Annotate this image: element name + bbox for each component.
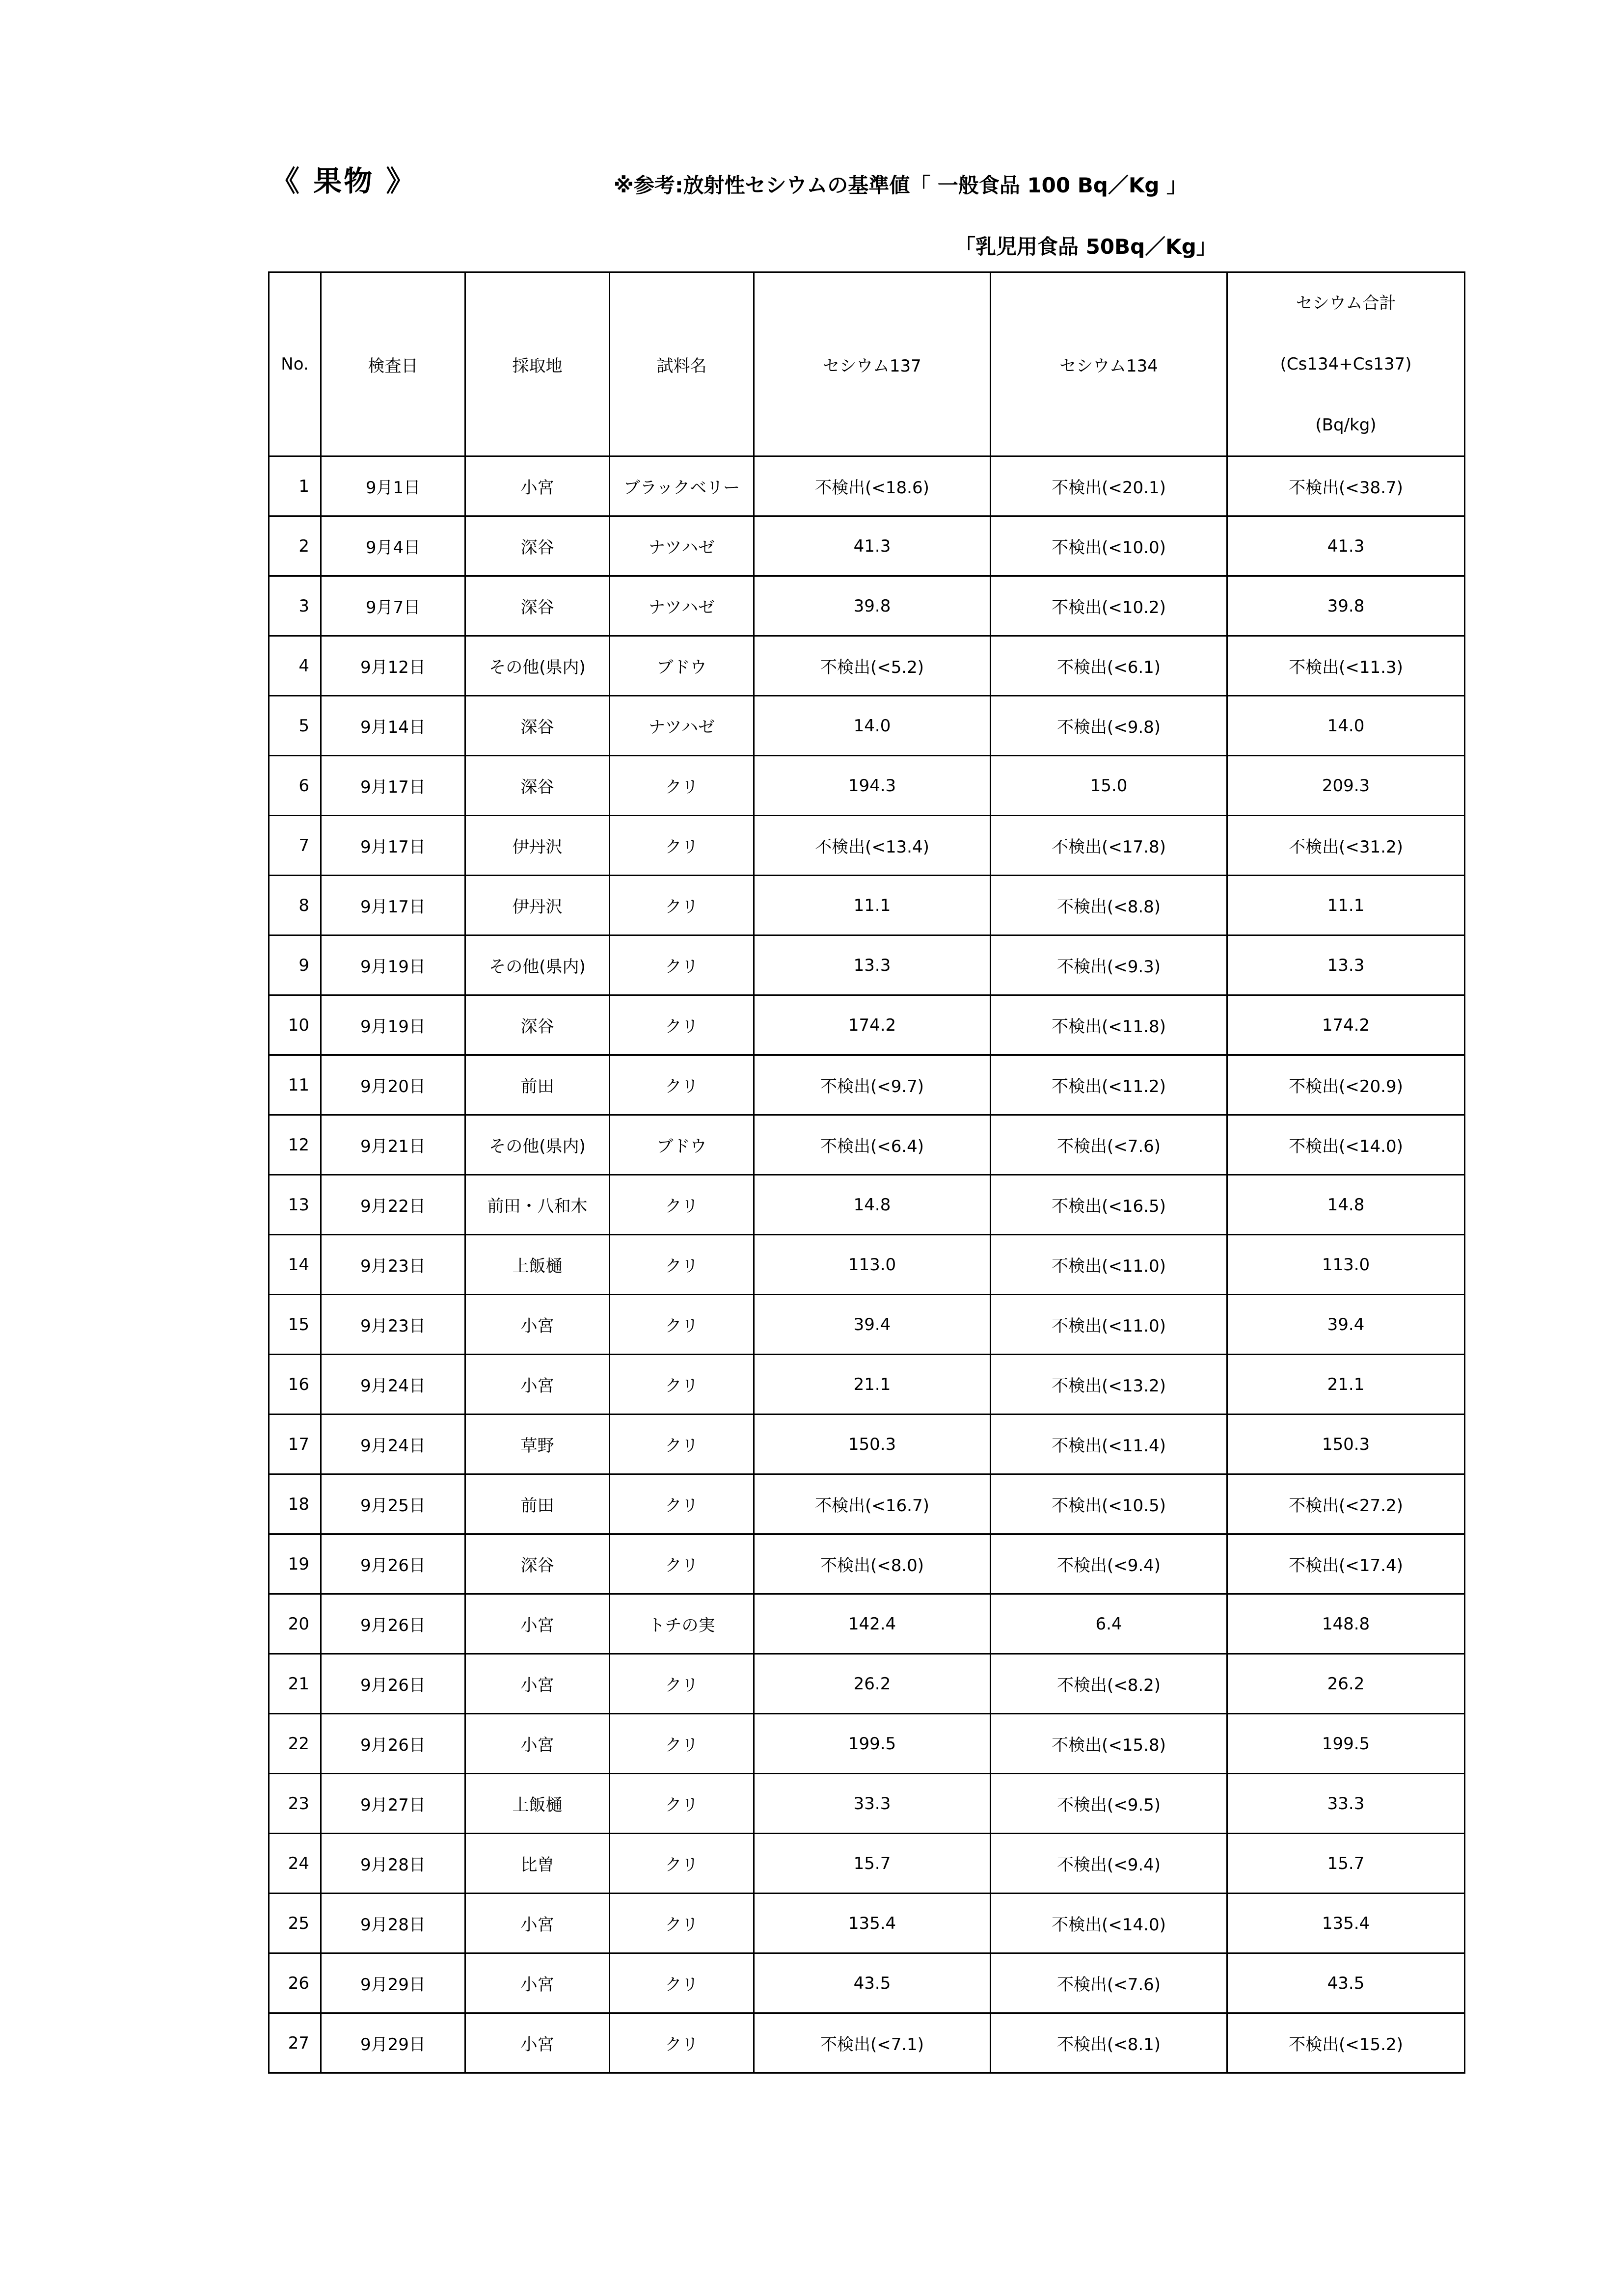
- cell-cs137: 不検出(<5.2): [754, 636, 991, 696]
- table-row: [269, 1953, 1465, 2013]
- table-row: [269, 935, 1465, 995]
- cell-total: 不検出(<27.2): [1227, 1474, 1465, 1534]
- cell-cs134: 不検出(<13.2): [991, 1355, 1227, 1415]
- cell-total: 不検出(<15.2): [1227, 2013, 1465, 2073]
- cell-date: 9月28日: [321, 1894, 465, 1953]
- cell-location: 前田・八和木: [465, 1175, 610, 1235]
- cell-total: 不検出(<20.9): [1227, 1055, 1465, 1115]
- cell-no: 17: [269, 1415, 321, 1474]
- column-header-total-unit: (Bq/kg): [1315, 415, 1377, 435]
- cell-sample: ブドウ: [610, 636, 754, 696]
- cell-cs134: 不検出(<8.2): [991, 1654, 1227, 1714]
- cell-cs137: 15.7: [754, 1834, 991, 1894]
- cell-cs137: 21.1: [754, 1355, 991, 1415]
- cell-sample: クリ: [610, 1654, 754, 1714]
- cell-cs137: 不検出(<9.7): [754, 1055, 991, 1115]
- table-row: [269, 1055, 1465, 1115]
- cell-sample: クリ: [610, 1474, 754, 1534]
- cell-date: 9月23日: [321, 1295, 465, 1355]
- cell-no: 24: [269, 1834, 321, 1894]
- cell-location: 小宮: [465, 2013, 610, 2073]
- cell-cs134: 不検出(<9.4): [991, 1834, 1227, 1894]
- cell-location: 深谷: [465, 696, 610, 756]
- cell-date: 9月26日: [321, 1594, 465, 1654]
- column-header-total-label: セシウム合計: [1296, 294, 1396, 313]
- column-header-cs134: セシウム134: [991, 272, 1227, 456]
- cell-total: 150.3: [1227, 1415, 1465, 1474]
- cell-cs137: 不検出(<13.4): [754, 816, 991, 876]
- cell-sample: クリ: [610, 816, 754, 876]
- cell-cs137: 26.2: [754, 1654, 991, 1714]
- cell-cs137: 不検出(<7.1): [754, 2013, 991, 2073]
- cell-no: 4: [269, 636, 321, 696]
- cell-no: 16: [269, 1355, 321, 1415]
- reference-standard-general: ※参考:放射性セシウムの基準値「 一般食品 100 Bq／Kg 」: [614, 173, 1188, 197]
- cell-location: その他(県内): [465, 935, 610, 995]
- cell-date: 9月20日: [321, 1055, 465, 1115]
- cell-date: 9月19日: [321, 935, 465, 995]
- reference-standard-infant: 「乳児用食品 50Bq／Kg」: [955, 235, 1217, 259]
- cell-total: 不検出(<11.3): [1227, 636, 1465, 696]
- cell-sample: クリ: [610, 1774, 754, 1834]
- cell-location: 小宮: [465, 1714, 610, 1774]
- cell-no: 7: [269, 816, 321, 876]
- cell-no: 21: [269, 1654, 321, 1714]
- table-row: [269, 995, 1465, 1055]
- cell-cs137: 不検出(<6.4): [754, 1115, 991, 1175]
- cell-date: 9月28日: [321, 1834, 465, 1894]
- column-header-sample: 試料名: [610, 272, 754, 456]
- cell-sample: クリ: [610, 935, 754, 995]
- table-row: [269, 816, 1465, 876]
- cell-location: 伊丹沢: [465, 816, 610, 876]
- cell-no: 6: [269, 756, 321, 816]
- table-row: [269, 1774, 1465, 1834]
- cell-no: 27: [269, 2013, 321, 2073]
- cell-location: 深谷: [465, 995, 610, 1055]
- cell-no: 26: [269, 1953, 321, 2013]
- cell-sample: トチの実: [610, 1594, 754, 1654]
- cell-location: 小宮: [465, 1594, 610, 1654]
- cell-sample: ブドウ: [610, 1115, 754, 1175]
- cell-cs137: 33.3: [754, 1774, 991, 1834]
- cell-no: 14: [269, 1235, 321, 1295]
- cell-date: 9月29日: [321, 2013, 465, 2073]
- table-row: [269, 1894, 1465, 1953]
- cell-location: 深谷: [465, 516, 610, 576]
- cell-date: 9月25日: [321, 1474, 465, 1534]
- cell-cs137: 113.0: [754, 1235, 991, 1295]
- column-header-cs137: セシウム137: [754, 272, 991, 456]
- cell-cs134: 不検出(<7.6): [991, 1953, 1227, 2013]
- cell-date: 9月12日: [321, 636, 465, 696]
- cell-total: 148.8: [1227, 1594, 1465, 1654]
- table-row: [269, 2013, 1465, 2073]
- cell-date: 9月1日: [321, 456, 465, 516]
- cell-date: 9月17日: [321, 756, 465, 816]
- cell-total: 26.2: [1227, 1654, 1465, 1714]
- cell-total: 199.5: [1227, 1714, 1465, 1774]
- cell-total: 11.1: [1227, 876, 1465, 935]
- cell-cs137: 14.8: [754, 1175, 991, 1235]
- cell-cs134: 不検出(<10.5): [991, 1474, 1227, 1534]
- cell-total: 135.4: [1227, 1894, 1465, 1953]
- table-row: [269, 1654, 1465, 1714]
- table-row: [269, 1714, 1465, 1774]
- cell-date: 9月21日: [321, 1115, 465, 1175]
- cell-cs134: 15.0: [991, 756, 1227, 816]
- cell-total: 不検出(<14.0): [1227, 1115, 1465, 1175]
- cell-cs137: 142.4: [754, 1594, 991, 1654]
- cell-sample: クリ: [610, 876, 754, 935]
- cell-location: 小宮: [465, 1295, 610, 1355]
- cell-sample: クリ: [610, 1055, 754, 1115]
- cell-sample: ナツハゼ: [610, 516, 754, 576]
- cell-sample: クリ: [610, 995, 754, 1055]
- cell-cs134: 不検出(<11.8): [991, 995, 1227, 1055]
- column-header-total-formula: (Cs134+Cs137): [1280, 354, 1412, 374]
- cell-total: 174.2: [1227, 995, 1465, 1055]
- cell-date: 9月24日: [321, 1415, 465, 1474]
- cell-no: 18: [269, 1474, 321, 1534]
- cell-no: 22: [269, 1714, 321, 1774]
- cell-cs137: 不検出(<16.7): [754, 1474, 991, 1534]
- table-row: [269, 1474, 1465, 1534]
- cell-no: 25: [269, 1894, 321, 1953]
- table-row: [269, 1295, 1465, 1355]
- table-row: [269, 636, 1465, 696]
- cell-sample: クリ: [610, 1894, 754, 1953]
- table-row: [269, 1115, 1465, 1175]
- cell-cs137: 不検出(<8.0): [754, 1534, 991, 1594]
- cell-total: 不検出(<31.2): [1227, 816, 1465, 876]
- cell-cs137: 199.5: [754, 1714, 991, 1774]
- cell-cs134: 不検出(<11.0): [991, 1235, 1227, 1295]
- cell-location: その他(県内): [465, 1115, 610, 1175]
- cell-cs134: 不検出(<9.3): [991, 935, 1227, 995]
- cell-cs137: 不検出(<18.6): [754, 456, 991, 516]
- cell-sample: ナツハゼ: [610, 576, 754, 636]
- cell-no: 13: [269, 1175, 321, 1235]
- cell-cs134: 不検出(<9.4): [991, 1534, 1227, 1594]
- column-header-date: 検査日: [321, 272, 465, 456]
- table-row: [269, 1415, 1465, 1474]
- cell-cs137: 13.3: [754, 935, 991, 995]
- cell-cs134: 不検出(<10.2): [991, 576, 1227, 636]
- cell-location: 深谷: [465, 576, 610, 636]
- cell-cs134: 不検出(<14.0): [991, 1894, 1227, 1953]
- cell-cs134: 不検出(<7.6): [991, 1115, 1227, 1175]
- cell-total: 39.4: [1227, 1295, 1465, 1355]
- cell-date: 9月17日: [321, 816, 465, 876]
- cell-no: 8: [269, 876, 321, 935]
- cell-cs134: 6.4: [991, 1594, 1227, 1654]
- cell-location: 比曽: [465, 1834, 610, 1894]
- cell-date: 9月4日: [321, 516, 465, 576]
- cell-no: 9: [269, 935, 321, 995]
- cell-no: 12: [269, 1115, 321, 1175]
- column-header-no: No.: [269, 272, 321, 456]
- table-row: [269, 1594, 1465, 1654]
- table-row: [269, 516, 1465, 576]
- cell-no: 1: [269, 456, 321, 516]
- cell-location: 上飯樋: [465, 1774, 610, 1834]
- cell-sample: クリ: [610, 1534, 754, 1594]
- cell-cs134: 不検出(<16.5): [991, 1175, 1227, 1235]
- cell-total: 不検出(<17.4): [1227, 1534, 1465, 1594]
- cell-cs137: 43.5: [754, 1953, 991, 2013]
- cell-sample: クリ: [610, 1235, 754, 1295]
- cell-sample: クリ: [610, 1714, 754, 1774]
- cell-cs134: 不検出(<9.8): [991, 696, 1227, 756]
- table-row: [269, 456, 1465, 516]
- table-row: [269, 1834, 1465, 1894]
- cell-no: 2: [269, 516, 321, 576]
- cell-location: 前田: [465, 1055, 610, 1115]
- cell-total: 不検出(<38.7): [1227, 456, 1465, 516]
- cell-total: 21.1: [1227, 1355, 1465, 1415]
- cell-cs134: 不検出(<20.1): [991, 456, 1227, 516]
- cell-date: 9月24日: [321, 1355, 465, 1415]
- page-title: 《 果物 》: [271, 164, 417, 198]
- cell-date: 9月26日: [321, 1534, 465, 1594]
- cell-location: その他(県内): [465, 636, 610, 696]
- table-body: [269, 456, 1465, 2073]
- cell-cs137: 11.1: [754, 876, 991, 935]
- cell-total: 209.3: [1227, 756, 1465, 816]
- cell-sample: クリ: [610, 1834, 754, 1894]
- table-header: [269, 272, 1465, 456]
- cell-total: 14.8: [1227, 1175, 1465, 1235]
- cell-total: 14.0: [1227, 696, 1465, 756]
- cell-cs137: 39.4: [754, 1295, 991, 1355]
- table-row: [269, 876, 1465, 935]
- cell-no: 10: [269, 995, 321, 1055]
- cell-cs134: 不検出(<6.1): [991, 636, 1227, 696]
- cell-location: 上飯樋: [465, 1235, 610, 1295]
- cell-date: 9月17日: [321, 876, 465, 935]
- cell-date: 9月26日: [321, 1654, 465, 1714]
- cell-location: 小宮: [465, 1894, 610, 1953]
- cell-sample: ナツハゼ: [610, 696, 754, 756]
- table-row: [269, 1355, 1465, 1415]
- results-table: [268, 271, 1465, 2074]
- cell-cs137: 135.4: [754, 1894, 991, 1953]
- table-row: [269, 1534, 1465, 1594]
- cell-cs134: 不検出(<11.2): [991, 1055, 1227, 1115]
- cell-sample: クリ: [610, 1415, 754, 1474]
- cell-sample: クリ: [610, 1953, 754, 2013]
- cell-total: 39.8: [1227, 576, 1465, 636]
- cell-total: 41.3: [1227, 516, 1465, 576]
- cell-cs134: 不検出(<17.8): [991, 816, 1227, 876]
- cell-sample: クリ: [610, 1355, 754, 1415]
- cell-date: 9月26日: [321, 1714, 465, 1774]
- table-row: [269, 696, 1465, 756]
- cell-cs134: 不検出(<15.8): [991, 1714, 1227, 1774]
- cell-location: 草野: [465, 1415, 610, 1474]
- cell-no: 3: [269, 576, 321, 636]
- cell-date: 9月23日: [321, 1235, 465, 1295]
- cell-date: 9月19日: [321, 995, 465, 1055]
- cell-sample: クリ: [610, 1295, 754, 1355]
- cell-total: 113.0: [1227, 1235, 1465, 1295]
- table-row: [269, 1175, 1465, 1235]
- cell-no: 23: [269, 1774, 321, 1834]
- cell-date: 9月7日: [321, 576, 465, 636]
- cell-total: 43.5: [1227, 1953, 1465, 2013]
- cell-sample: クリ: [610, 2013, 754, 2073]
- cell-total: 33.3: [1227, 1774, 1465, 1834]
- cell-cs137: 14.0: [754, 696, 991, 756]
- cell-location: 深谷: [465, 1534, 610, 1594]
- cell-location: 深谷: [465, 756, 610, 816]
- cell-cs134: 不検出(<8.1): [991, 2013, 1227, 2073]
- cell-date: 9月22日: [321, 1175, 465, 1235]
- table-row: [269, 1235, 1465, 1295]
- cell-cs137: 194.3: [754, 756, 991, 816]
- cell-cs137: 174.2: [754, 995, 991, 1055]
- cell-sample: クリ: [610, 756, 754, 816]
- cell-no: 11: [269, 1055, 321, 1115]
- cell-cs134: 不検出(<10.0): [991, 516, 1227, 576]
- cell-cs137: 150.3: [754, 1415, 991, 1474]
- cell-date: 9月29日: [321, 1953, 465, 2013]
- cell-total: 13.3: [1227, 935, 1465, 995]
- cell-location: 小宮: [465, 1355, 610, 1415]
- cell-location: 小宮: [465, 456, 610, 516]
- cell-date: 9月14日: [321, 696, 465, 756]
- cell-cs134: 不検出(<8.8): [991, 876, 1227, 935]
- cell-location: 小宮: [465, 1953, 610, 2013]
- cell-cs137: 39.8: [754, 576, 991, 636]
- cell-location: 前田: [465, 1474, 610, 1534]
- cell-no: 20: [269, 1594, 321, 1654]
- cell-no: 19: [269, 1534, 321, 1594]
- cell-no: 15: [269, 1295, 321, 1355]
- cell-cs137: 41.3: [754, 516, 991, 576]
- column-header-total: [1227, 272, 1465, 456]
- cell-cs134: 不検出(<11.0): [991, 1295, 1227, 1355]
- table-row: [269, 756, 1465, 816]
- table-row: [269, 576, 1465, 636]
- cell-sample: クリ: [610, 1175, 754, 1235]
- cell-sample: ブラックベリー: [610, 456, 754, 516]
- cell-total: 15.7: [1227, 1834, 1465, 1894]
- cell-cs134: 不検出(<11.4): [991, 1415, 1227, 1474]
- cell-location: 小宮: [465, 1654, 610, 1714]
- cell-cs134: 不検出(<9.5): [991, 1774, 1227, 1834]
- cell-location: 伊丹沢: [465, 876, 610, 935]
- column-header-location: 採取地: [465, 272, 610, 456]
- cell-date: 9月27日: [321, 1774, 465, 1834]
- cell-no: 5: [269, 696, 321, 756]
